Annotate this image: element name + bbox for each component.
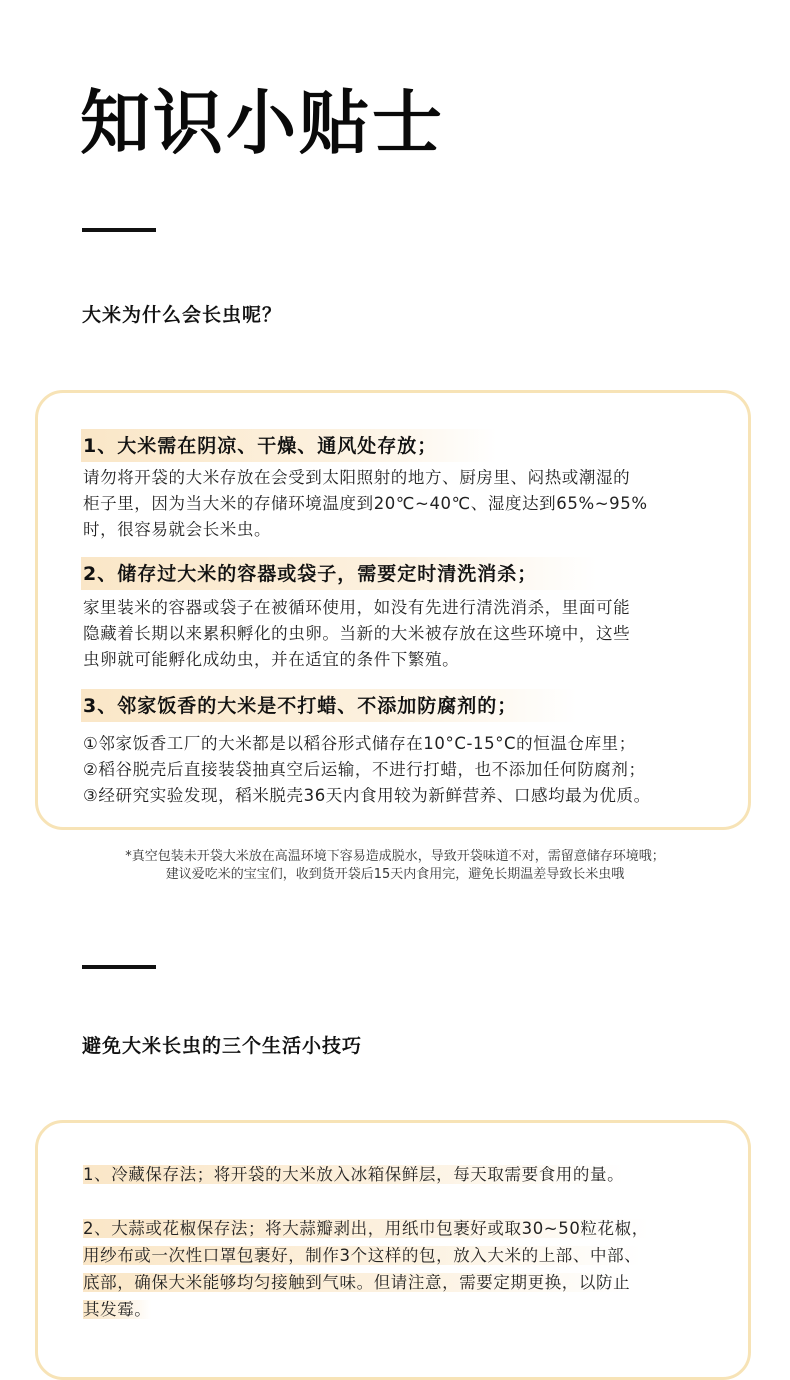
storage-note-line-2: 建议爱吃米的宝宝们，收到货开袋后15天内食用完，避免长期温差导致长米虫哦 [165, 867, 625, 882]
tip-2-line-3: 底部，确保大米能够均匀接触到气味。但请注意，需要定期更换，以防止 [83, 1273, 631, 1292]
item-3-heading: 3、邻家饭香的大米是不打蜡、不添加防腐剂的； [81, 689, 577, 722]
item-1-line-3: 时，很容易就会长米虫。 [83, 520, 272, 539]
section1-heading: 大米为什么会长虫呢？ [82, 304, 283, 326]
item-2-line-1: 家里装米的容器或袋子在被循环使用，如没有先进行清洗消杀，里面可能 [83, 598, 631, 617]
tip-1 [83, 1161, 733, 1188]
section2-divider [82, 965, 156, 969]
item-2-heading: 2、储存过大米的容器或袋子，需要定时清洗消杀； [81, 557, 597, 590]
tips-card-1 [35, 390, 751, 830]
item-3-line-1: ①邻家饭香工厂的大米都是以稻谷形式储存在10°C-15°C的恒温仓库里； [83, 734, 636, 753]
item-1-line-2: 柜子里，因为当大米的存储环境温度到20℃~40℃、湿度达到65%~95% [83, 494, 648, 513]
title-divider [82, 228, 156, 232]
tip-1-line-1: 1、冷藏保存法；将开袋的大米放入冰箱保鲜层，每天取需要食用的量。 [83, 1165, 625, 1184]
item-3-body [83, 731, 733, 809]
section2-heading: 避免大米长虫的三个生活小技巧 [82, 1035, 363, 1057]
item-2-line-2: 隐藏着长期以来累积孵化的虫卵。当新的大米被存放在这些环境中，这些 [83, 624, 631, 643]
tips-card-2 [35, 1120, 751, 1380]
tip-2-line-2: 用纱布或一次性口罩包裹好，制作3个这样的包，放入大米的上部、中部、 [83, 1246, 642, 1265]
item-3-line-3: ③经研究实验发现，稻米脱壳36天内食用较为新鲜营养、口感均最为优质。 [83, 786, 651, 805]
tip-2 [83, 1215, 733, 1323]
item-2-body [83, 595, 733, 673]
item-3-line-2: ②稻谷脱壳后直接装袋抽真空后运输，不进行打蜡，也不添加任何防腐剂； [83, 760, 646, 779]
item-1-heading: 1、大米需在阴凉、干燥、通风处存放； [81, 429, 497, 462]
storage-note [0, 848, 790, 884]
storage-note-line-1: *真空包装未开袋大米放在高温环境下容易造成脱水，导致开袋味道不对，需留意储存环境哦； [125, 849, 665, 864]
tip-2-line-1: 2、大蒜或花椒保存法；将大蒜瓣剥出，用纸巾包裹好或取30~50粒花椒， [83, 1219, 649, 1238]
item-1-line-1: 请勿将开袋的大米存放在会受到太阳照射的地方、厨房里、闷热或潮湿的 [83, 468, 631, 487]
item-2-line-3: 虫卵就可能孵化成幼虫，并在适宜的条件下繁殖。 [83, 650, 460, 669]
tip-2-line-4: 其发霉。 [83, 1300, 152, 1319]
page-title: 知识小贴士 [80, 82, 445, 164]
item-1-body [83, 465, 733, 543]
